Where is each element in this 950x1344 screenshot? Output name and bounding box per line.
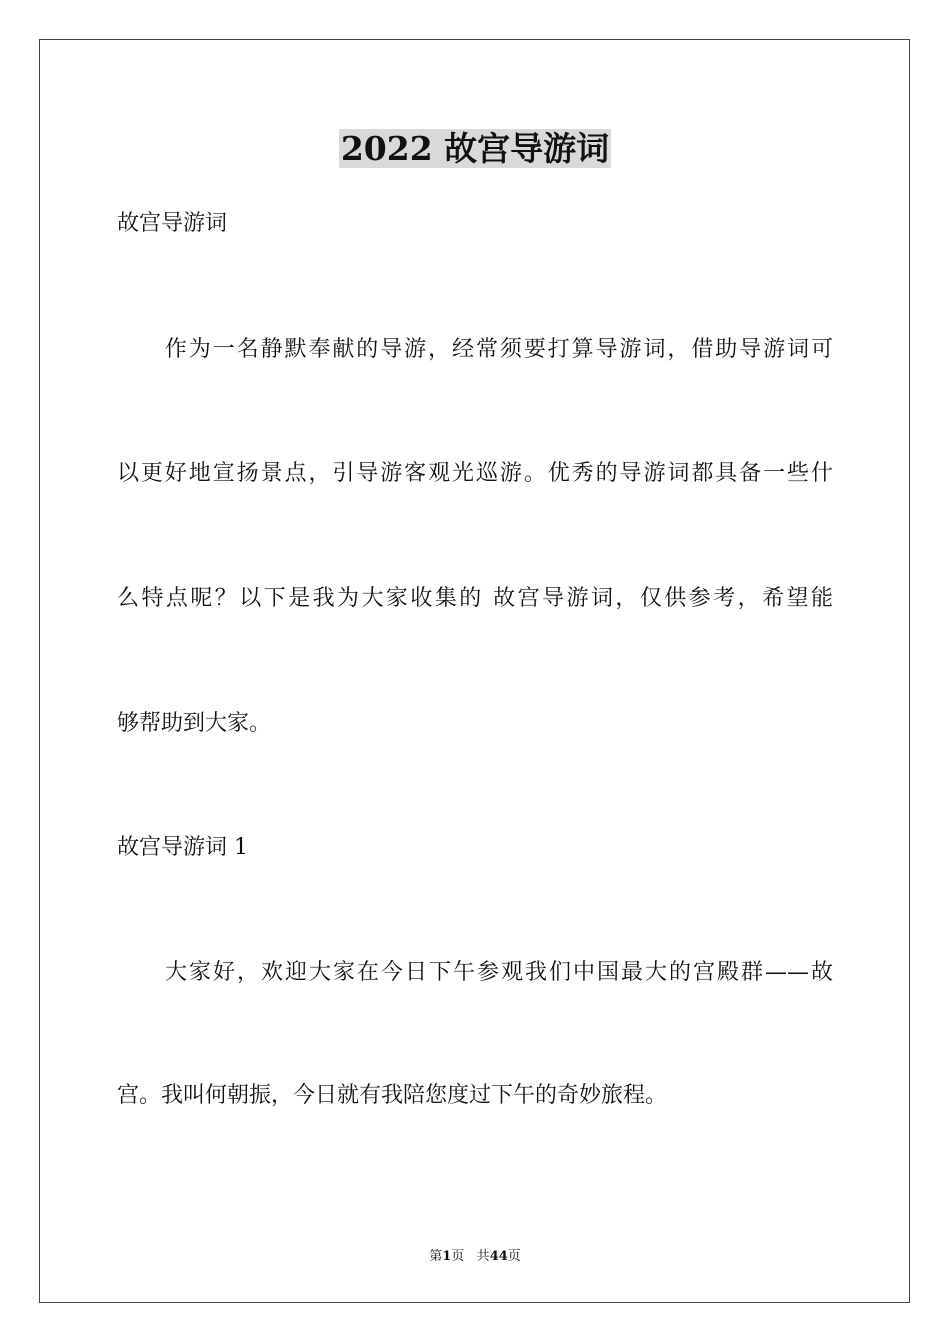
paragraph-line: 作为一名静默奉献的导游，经常须要打算导游词，借助导游词可 <box>117 337 833 362</box>
total-prefix: 共 <box>476 1249 490 1264</box>
paragraph-line: 宫。我叫何朝振，今日就有我陪您度过下午的奇妙旅程。 <box>117 1083 668 1108</box>
document-title-text: 2022 故宫导游词 <box>340 129 610 168</box>
paragraph-line: 以更好地宣扬景点，引导游客观光巡游。优秀的导游词都具备一些什 <box>117 461 833 486</box>
total-suffix: 页 <box>507 1249 521 1264</box>
total-pages: 44 <box>489 1249 508 1264</box>
page-number: 1 <box>442 1249 452 1264</box>
paragraph-line: 么特点呢？以下是我为大家收集的 故宫导游词，仅供参考，希望能 <box>117 586 833 611</box>
page-footer <box>0 1248 950 1266</box>
section-heading: 故宫导游词 <box>117 211 228 236</box>
page-suffix: 页 <box>451 1249 465 1264</box>
document-title <box>0 128 950 170</box>
paragraph-line: 够帮助到大家。 <box>117 711 272 736</box>
page-prefix: 第 <box>429 1249 443 1264</box>
section-heading: 故宫导游词 1 <box>117 835 248 860</box>
paragraph-line: 大家好，欢迎大家在今日下午参观我们中国最大的宫殿群——故 <box>117 960 833 985</box>
